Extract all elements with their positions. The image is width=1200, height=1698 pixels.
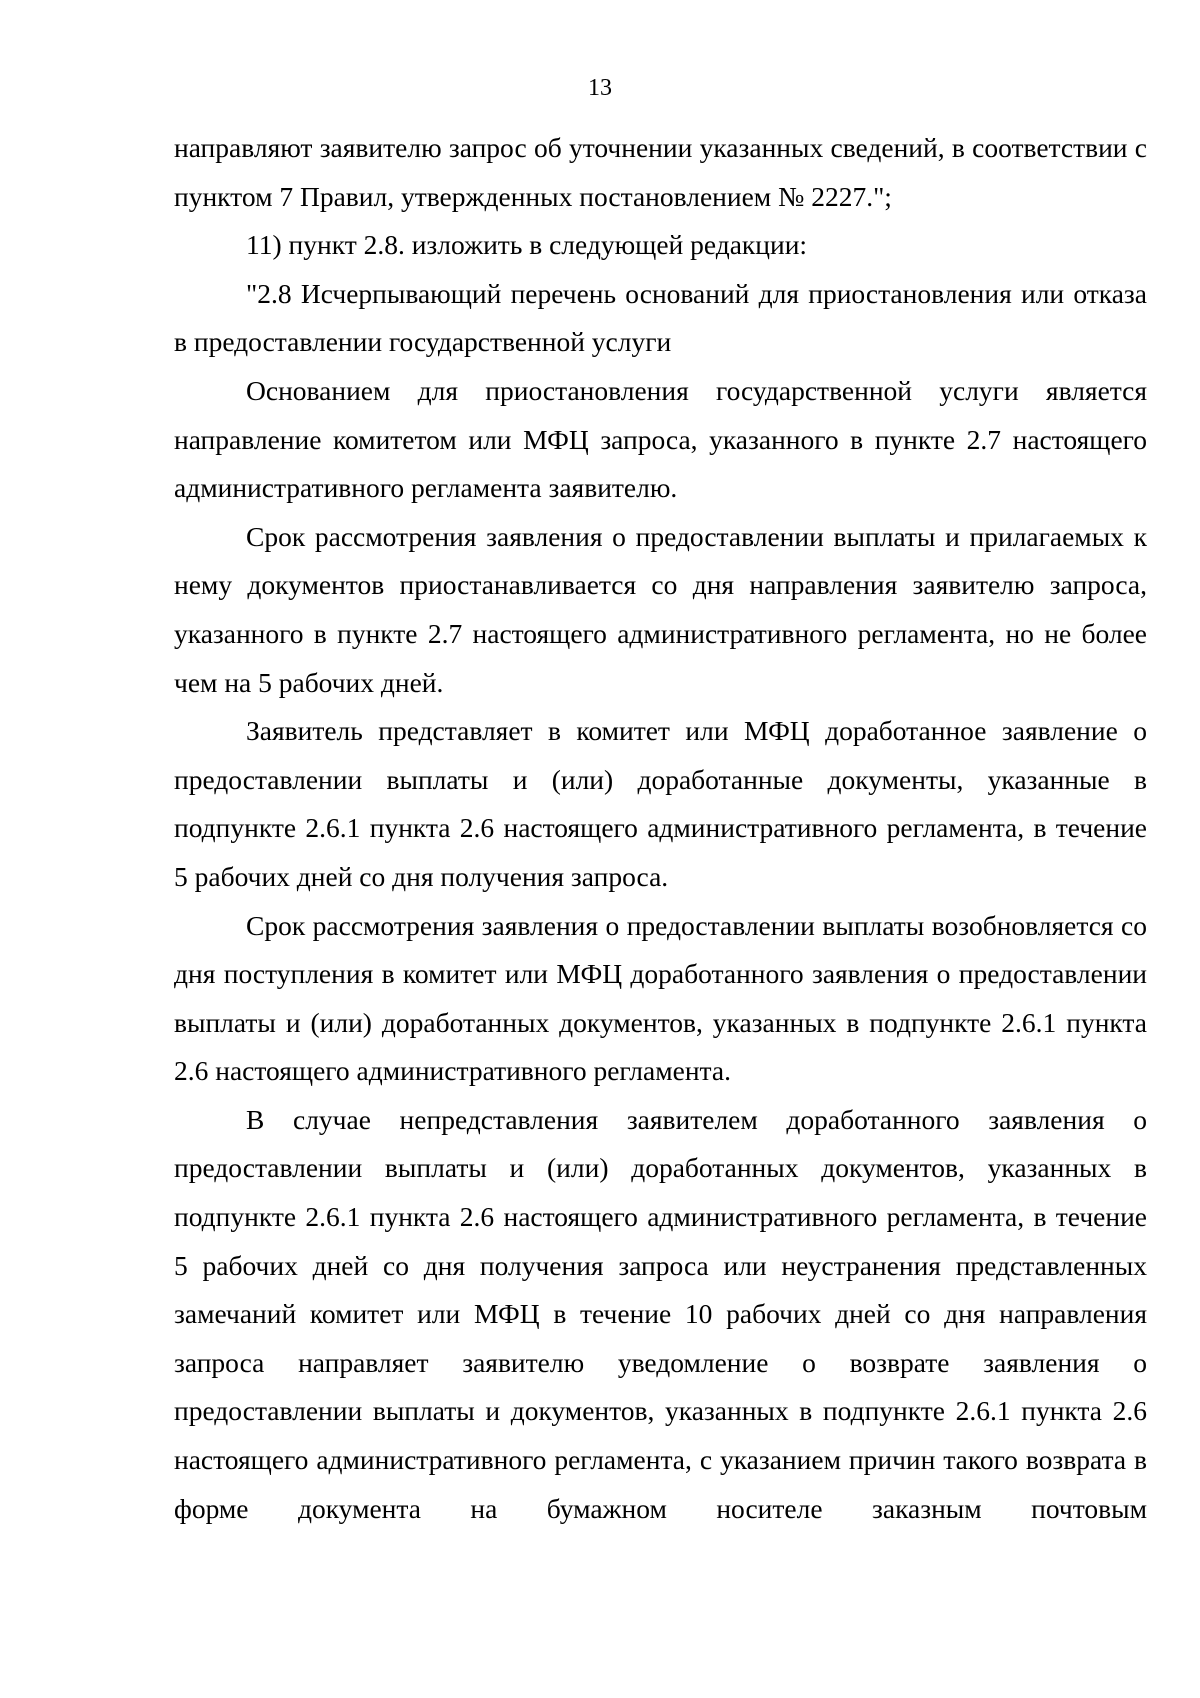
paragraph-term-resumption: Срок рассмотрения заявления о предоставлении выплаты возобновляется со дня поступления в комитет или МФЦ доработанного заявления о предоставлении выплаты и (или) доработанных документов, указанных в подпункте 2.6.1 пункта 2.6 настоящего административного регламента. xyxy=(174,909,1147,1087)
paragraph-return-notice: В случае непредставления заявителем доработанного заявления о предоставлении выплаты и (или) доработанных документов, указанных в подпункте 2.6.1 пункта 2.6 настоящего административного регламента, в течение 5 рабочих дней со дня получения запроса или неустранения представленных замечаний комитет или МФЦ в течение 10 рабочих дней со дня направления запроса направляет заявителю уведомление о возврате заявления о предоставлении выплаты и документов, указанных в подпункте 2.6.1 пункта 2.6 настоящего административного регламента, с указанием причин такого возврата в форме документа на бумажном носителе заказным почтовым xyxy=(174,1103,1147,1524)
paragraph-applicant-resubmission: Заявитель представляет в комитет или МФЦ доработанное заявление о предоставлении выплаты и (или) доработанные документы, указанные в подпункте 2.6.1 пункта 2.6 настоящего административного регламента, в течение 5 рабочих дней со дня получения запроса. xyxy=(174,715,1147,892)
paragraph-suspension-term: Срок рассмотрения заявления о предоставлении выплаты и прилагаемых к нему документов приостанавливается со дня направления заявителю запроса, указанного в пункте 2.7 настоящего административного регламента, но не более чем на 5 рабочих дней. xyxy=(174,520,1147,698)
paragraph-continuation: направляют заявителю запрос об уточнении указанных сведений, в соответствии с пунктом 7 Правил, утвержденных постановлением № 2227."; xyxy=(174,132,1147,212)
paragraph-section-heading: "2.8 Исчерпывающий перечень оснований для приостановления или отказа в предоставлении государственной услуги xyxy=(174,277,1147,358)
document-body xyxy=(174,124,1147,1533)
paragraph-suspension-grounds: Основанием для приостановления государственной услуги является направление комитетом или МФЦ запроса, указанного в пункте 2.7 настоящего административного регламента заявителю. xyxy=(174,374,1147,504)
paragraph-amendment-item: 11) пункт 2.8. изложить в следующей редакции: xyxy=(246,229,808,261)
page-number: 13 xyxy=(588,75,612,101)
